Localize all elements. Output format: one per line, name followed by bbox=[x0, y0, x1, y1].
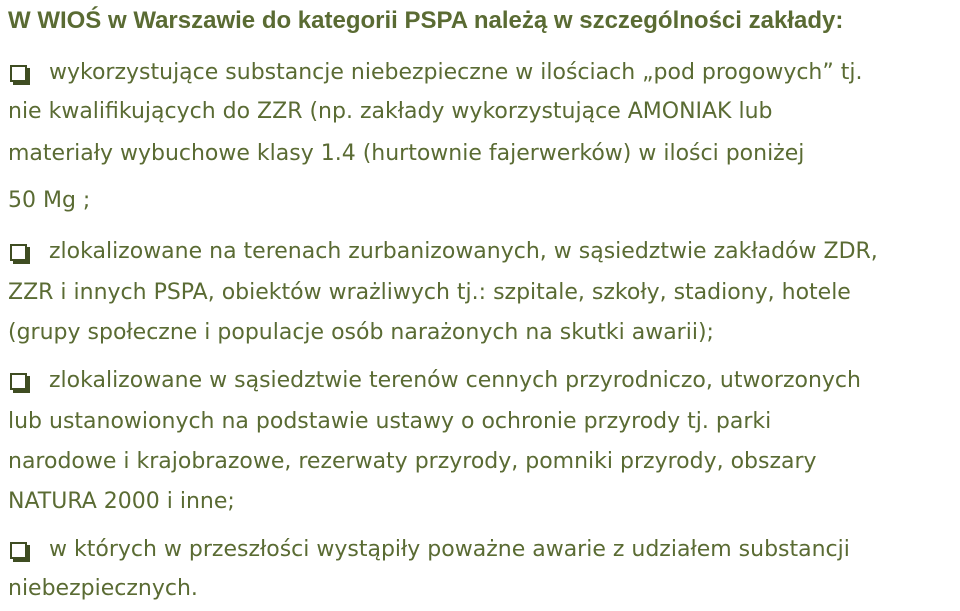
bullet-1-line-2: nie kwalifikujących do ZZR (np. zakłady wykorzystujące AMONIAK lub bbox=[8, 99, 773, 124]
bullet-2-line-3: (grupy społeczne i populacje osób narażonych na skutki awarii); bbox=[8, 320, 714, 345]
bullet-1-line-3: materiały wybuchowe klasy 1.4 (hurtownie fajerwerków) w ilości poniżej bbox=[8, 141, 805, 166]
bullet-3-line-2: lub ustanowionych na podstawie ustawy o ochronie przyrody tj. parki bbox=[8, 409, 772, 434]
bullet-item-3 bbox=[8, 366, 861, 396]
bullet-3-first-line: zlokalizowane w sąsiedztwie terenów cennych przyrodniczo, utworzonych bbox=[49, 368, 861, 393]
bullet-4-line-2: niebezpiecznych. bbox=[8, 576, 198, 601]
checkbox-square-icon bbox=[10, 65, 27, 82]
bullet-2-line-2: ZZR i innych PSPA, obiektów wrażliwych tj.: szpitale, szkoły, stadiony, hotele bbox=[8, 280, 851, 305]
checkbox-square-icon bbox=[10, 542, 27, 559]
bullet-3-line-3: narodowe i krajobrazowe, rezerwaty przyrody, pomniki przyrody, obszary bbox=[8, 449, 817, 474]
bullet-4-first-line: w których w przeszłości wystąpiły poważne awarie z udziałem substancji bbox=[49, 537, 850, 562]
bullet-item-2 bbox=[8, 237, 878, 267]
bullet-1-line-4: 50 Mg ; bbox=[8, 188, 91, 213]
bullet-3-line-4: NATURA 2000 i inne; bbox=[8, 489, 235, 514]
checkbox-square-icon bbox=[10, 244, 27, 261]
checkbox-square-icon bbox=[10, 373, 27, 390]
bullet-item-1 bbox=[8, 58, 863, 88]
bullet-1-first-line: wykorzystujące substancje niebezpieczne w ilościach „pod progowych” tj. bbox=[49, 60, 863, 85]
bullet-2-first-line: zlokalizowane na terenach zurbanizowanych, w sąsiedztwie zakładów ZDR, bbox=[49, 239, 878, 264]
slide-heading: W WIOŚ w Warszawie do kategorii PSPA należą w szczególności zakłady: bbox=[8, 7, 844, 34]
bullet-item-4 bbox=[8, 535, 850, 565]
